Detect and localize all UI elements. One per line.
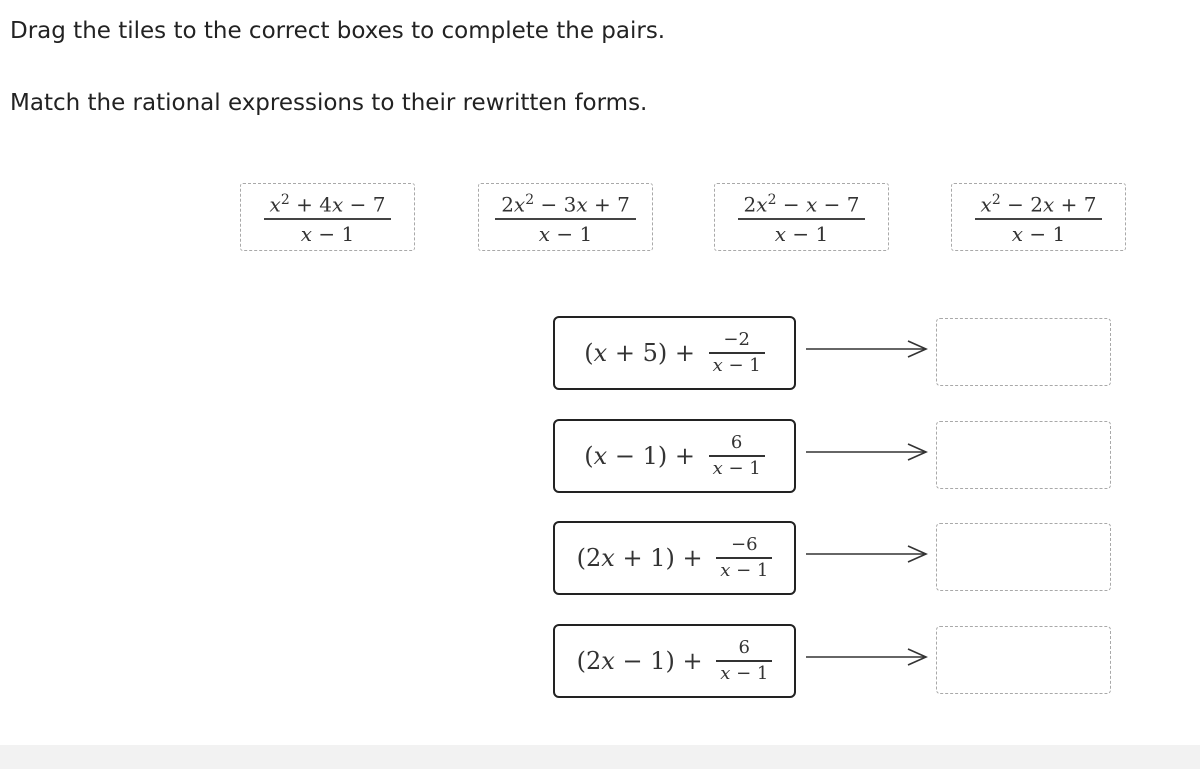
drop-box-1[interactable] bbox=[936, 318, 1111, 386]
tile-2-fraction bbox=[495, 190, 636, 245]
term-4-remainder: $\frac{6}{x - 1}$ bbox=[716, 639, 772, 683]
tile-3-fraction bbox=[738, 190, 866, 245]
term-1-remainder: $\frac{-2}{x - 1}$ bbox=[709, 331, 765, 375]
tile-4-fraction bbox=[975, 190, 1103, 245]
drop-box-4[interactable] bbox=[936, 626, 1111, 694]
term-2 bbox=[553, 419, 796, 493]
tile-3-numerator: $2x^2 - x - 7$ bbox=[743, 191, 860, 217]
right-arrow-icon bbox=[804, 339, 930, 359]
term-3-whole: (2x + 1) + bbox=[576, 544, 711, 572]
term-3-remainder: $\frac{-6}{x - 1}$ bbox=[716, 536, 772, 580]
term-1-whole: (x + 5) + bbox=[584, 339, 703, 367]
tile-4-numerator: $x^2 - 2x + 7$ bbox=[980, 191, 1097, 217]
tile-1[interactable] bbox=[240, 183, 415, 251]
footer-bar bbox=[0, 745, 1200, 769]
tile-1-fraction bbox=[264, 190, 392, 245]
tile-1-numerator: $x^2 + 4x - 7$ bbox=[269, 191, 386, 217]
tile-2-denominator: x − 1 bbox=[495, 218, 636, 244]
term-4-whole: (2x − 1) + bbox=[576, 647, 711, 675]
term-2-whole: (x − 1) + bbox=[584, 442, 703, 470]
term-3 bbox=[553, 521, 796, 595]
term-1 bbox=[553, 316, 796, 390]
right-arrow-icon bbox=[804, 442, 930, 462]
instruction-drag: Drag the tiles to the correct boxes to complete the pairs. bbox=[10, 18, 666, 44]
term-2-remainder: $\frac{6}{x - 1}$ bbox=[709, 434, 765, 478]
drop-box-3[interactable] bbox=[936, 523, 1111, 591]
tile-4[interactable] bbox=[951, 183, 1126, 251]
tile-4-denominator: x − 1 bbox=[975, 218, 1103, 244]
drop-box-2[interactable] bbox=[936, 421, 1111, 489]
instruction-match: Match the rational expressions to their rewritten forms. bbox=[10, 90, 648, 116]
tile-3[interactable] bbox=[714, 183, 889, 251]
tile-2[interactable] bbox=[478, 183, 653, 251]
term-4 bbox=[553, 624, 796, 698]
tile-1-denominator: x − 1 bbox=[264, 218, 392, 244]
right-arrow-icon bbox=[804, 647, 930, 667]
tile-3-denominator: x − 1 bbox=[738, 218, 866, 244]
right-arrow-icon bbox=[804, 544, 930, 564]
tile-2-numerator: $2x^2 - 3x + 7$ bbox=[501, 191, 630, 217]
